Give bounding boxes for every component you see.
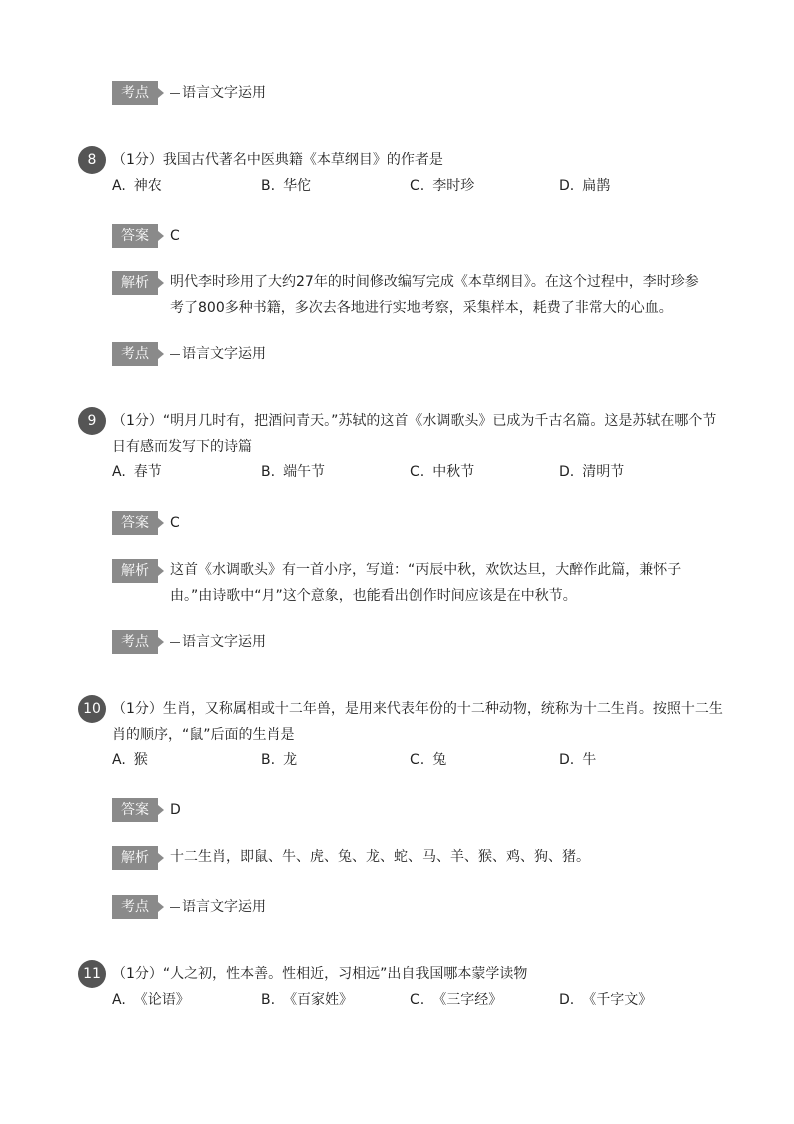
point-row	[112, 630, 266, 654]
option-a[interactable]: A. 春节	[112, 464, 162, 480]
answer-tag: 答案	[112, 224, 158, 248]
point-value: 语言文字运用	[170, 81, 266, 105]
answer-value: C	[170, 228, 180, 244]
option-d[interactable]: D. 《千字文》	[559, 992, 653, 1008]
option-a[interactable]: A. 神农	[112, 178, 162, 194]
question-stem: （1分）我国古代著名中医典籍《本草纲目》的作者是	[112, 152, 443, 168]
options	[112, 460, 726, 484]
explain-tag: 解析	[112, 559, 158, 583]
option-c[interactable]: C. 中秋节	[410, 464, 475, 480]
point-row	[112, 81, 266, 105]
option-b[interactable]: B. 龙	[261, 752, 298, 768]
answer-value: C	[170, 515, 180, 531]
option-c[interactable]: C. 李时珍	[410, 178, 475, 194]
option-b[interactable]: B. 华佗	[261, 178, 312, 194]
option-b[interactable]: B. 《百家姓》	[261, 992, 354, 1008]
question-stem: （1分）生肖，又称属相或十二年兽，是用来代表年份的十二种动物，统称为十二生肖。按照十二生肖的顺序，“鼠”后面的生肖是	[112, 701, 723, 743]
question-8	[78, 147, 726, 198]
point-row	[112, 895, 266, 919]
point-tag: 考点	[112, 630, 158, 654]
question-stem: （1分）“明月几时有，把酒问青天。”苏轼的这首《水调歌头》已成为千古名篇。这是苏轼在哪个节日有感而发写下的诗篇	[112, 413, 717, 455]
question-11	[78, 961, 726, 1012]
explanation-row	[112, 844, 710, 870]
explain-tag: 解析	[112, 846, 158, 870]
point-tag: 考点	[112, 895, 158, 919]
option-a[interactable]: A. 《论语》	[112, 992, 190, 1008]
answer-row	[112, 224, 180, 248]
option-d[interactable]: D. 清明节	[559, 464, 625, 480]
options	[112, 748, 726, 772]
explanation-row	[112, 269, 710, 321]
answer-value: D	[170, 802, 181, 818]
question-stem: （1分）“人之初，性本善。性相近，习相远”出自我国哪本蒙学读物	[112, 966, 528, 982]
options	[112, 174, 726, 198]
question-10	[78, 696, 726, 772]
answer-row	[112, 798, 181, 822]
point-value: 语言文字运用	[170, 342, 266, 366]
dash-icon	[170, 354, 180, 355]
dash-icon	[170, 93, 180, 94]
explanation-text: 明代李时珍用了大约27年的时间修改编写完成《本草纲目》。在这个过程中，李时珍参考了800多种书籍，多次去各地进行实地考察，采集样本，耗费了非常大的心血。	[170, 274, 699, 316]
answer-row	[112, 511, 180, 535]
answer-tag: 答案	[112, 511, 158, 535]
options	[112, 988, 726, 1012]
dash-icon	[170, 642, 180, 643]
answer-tag: 答案	[112, 798, 158, 822]
point-value: 语言文字运用	[170, 895, 266, 919]
point-row	[112, 342, 266, 366]
explanation-text: 这首《水调歌头》有一首小序，写道：“丙辰中秋，欢饮达旦，大醉作此篇，兼怀子由。”由诗歌中“月”这个意象，也能看出创作时间应该是在中秋节。	[170, 562, 682, 604]
point-value: 语言文字运用	[170, 630, 266, 654]
question-number: 8	[78, 146, 106, 174]
explanation-row	[112, 557, 710, 609]
question-9	[78, 408, 726, 484]
dash-icon	[170, 907, 180, 908]
question-number: 9	[78, 407, 106, 435]
option-a[interactable]: A. 猴	[112, 752, 148, 768]
explanation-text: 十二生肖，即鼠、牛、虎、兔、龙、蛇、马、羊、猴、鸡、狗、猪。	[170, 849, 590, 865]
option-d[interactable]: D. 牛	[559, 752, 597, 768]
option-c[interactable]: C. 兔	[410, 752, 447, 768]
option-d[interactable]: D. 扁鹊	[559, 178, 611, 194]
option-b[interactable]: B. 端午节	[261, 464, 326, 480]
question-number: 10	[78, 695, 106, 723]
point-tag: 考点	[112, 81, 158, 105]
explain-tag: 解析	[112, 271, 158, 295]
option-c[interactable]: C. 《三字经》	[410, 992, 503, 1008]
question-number: 11	[78, 960, 106, 988]
point-tag: 考点	[112, 342, 158, 366]
